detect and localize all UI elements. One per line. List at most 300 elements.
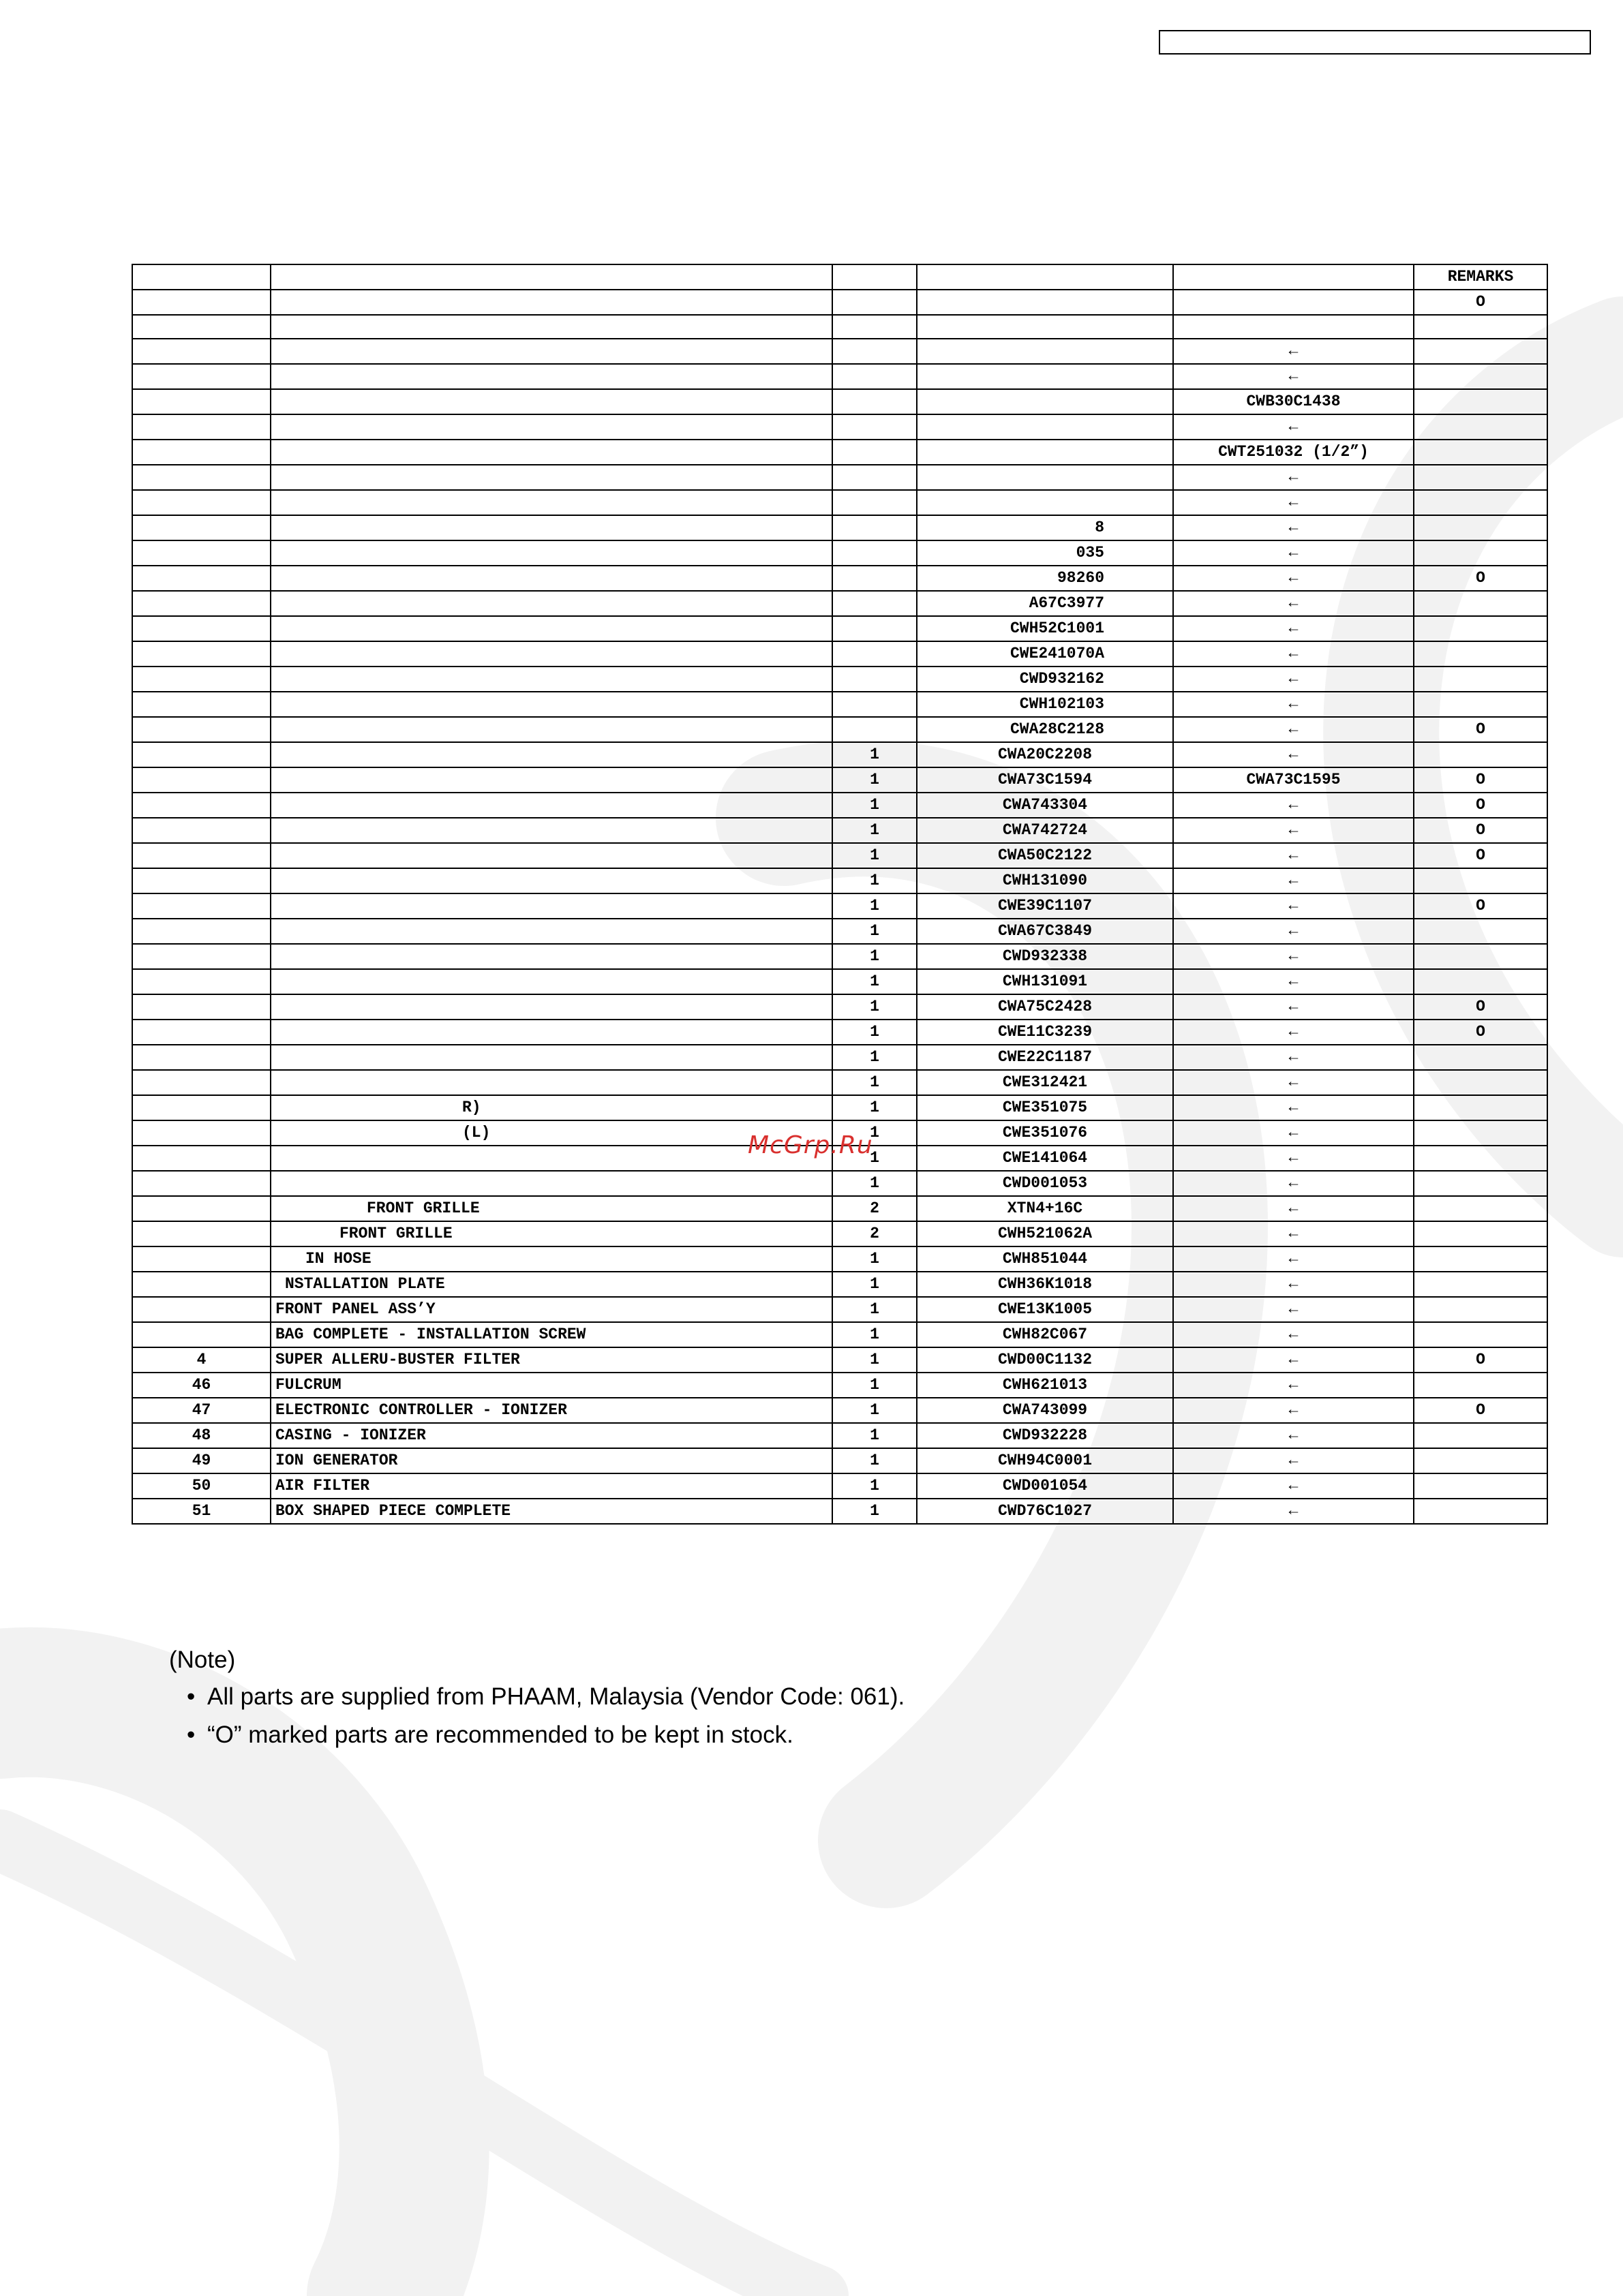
- qty-cell: 1: [832, 1448, 917, 1473]
- header-ref-no: [132, 264, 271, 290]
- remarks-cell: [1414, 1423, 1547, 1448]
- ref-no-cell: 49: [132, 1448, 271, 1473]
- ref-no-cell: [132, 1272, 271, 1297]
- note-item: [187, 1683, 905, 1711]
- qty-cell: 1: [832, 1499, 917, 1524]
- alt-part-no-cell: ←: [1173, 616, 1414, 641]
- table-row: [132, 1070, 1547, 1095]
- part-no-cell: CWH851044: [917, 1246, 1173, 1272]
- part-no-cell: 8: [917, 515, 1173, 540]
- remarks-cell: [1414, 1246, 1547, 1272]
- remarks-cell: [1414, 1322, 1547, 1347]
- alt-part-no-cell: [1173, 315, 1414, 339]
- part-name-cell: [271, 566, 832, 591]
- remarks-cell: O: [1414, 793, 1547, 818]
- table-row: [132, 793, 1547, 818]
- alt-part-no-cell: ←: [1173, 1322, 1414, 1347]
- alt-part-no-cell: ←: [1173, 1095, 1414, 1120]
- table-row: [132, 1020, 1547, 1045]
- part-name-cell: [271, 1070, 832, 1095]
- alt-part-no-cell: ←: [1173, 641, 1414, 667]
- qty-cell: [832, 440, 917, 465]
- part-name-cell: [271, 315, 832, 339]
- ref-no-cell: [132, 944, 271, 969]
- remarks-cell: O: [1414, 767, 1547, 793]
- ref-no-cell: 46: [132, 1373, 271, 1398]
- remarks-cell: [1414, 919, 1547, 944]
- qty-cell: 1: [832, 1423, 917, 1448]
- model-number-box: [1159, 30, 1591, 55]
- table-row: [132, 1095, 1547, 1120]
- ref-no-cell: [132, 1171, 271, 1196]
- part-no-cell: CWD76C1027: [917, 1499, 1173, 1524]
- remarks-cell: [1414, 440, 1547, 465]
- qty-cell: 1: [832, 1398, 917, 1423]
- part-name-cell: AIR FILTER: [271, 1473, 832, 1499]
- alt-part-no-cell: ←: [1173, 414, 1414, 440]
- ref-no-cell: [132, 641, 271, 667]
- table-row: [132, 540, 1547, 566]
- header-part-no: [917, 264, 1173, 290]
- alt-part-no-cell: ←: [1173, 1045, 1414, 1070]
- remarks-cell: O: [1414, 717, 1547, 742]
- ref-no-cell: 48: [132, 1423, 271, 1448]
- alt-part-no-cell: ←: [1173, 540, 1414, 566]
- alt-part-no-cell: ←: [1173, 1171, 1414, 1196]
- alt-part-no-cell: ←: [1173, 1373, 1414, 1398]
- alt-part-no-cell: ←: [1173, 566, 1414, 591]
- table-row: [132, 1473, 1547, 1499]
- remarks-cell: O: [1414, 290, 1547, 315]
- part-name-cell: [271, 818, 832, 843]
- qty-cell: 2: [832, 1221, 917, 1246]
- part-no-cell: CWH131091: [917, 969, 1173, 994]
- qty-cell: [832, 667, 917, 692]
- alt-part-no-cell: ←: [1173, 944, 1414, 969]
- ref-no-cell: [132, 1095, 271, 1120]
- ref-no-cell: [132, 490, 271, 515]
- header-qty: [832, 264, 917, 290]
- part-name-cell: [271, 919, 832, 944]
- remarks-cell: [1414, 1221, 1547, 1246]
- part-no-cell: CWA50C2122: [917, 843, 1173, 868]
- remarks-cell: O: [1414, 566, 1547, 591]
- qty-cell: 1: [832, 818, 917, 843]
- alt-part-no-cell: ←: [1173, 1146, 1414, 1171]
- ref-no-cell: [132, 540, 271, 566]
- remarks-cell: [1414, 1448, 1547, 1473]
- alt-part-no-cell: ←: [1173, 465, 1414, 490]
- qty-cell: [832, 692, 917, 717]
- part-no-cell: [917, 364, 1173, 389]
- alt-part-no-cell: ←: [1173, 364, 1414, 389]
- qty-cell: [832, 414, 917, 440]
- ref-no-cell: [132, 1246, 271, 1272]
- part-name-cell: [271, 1171, 832, 1196]
- remarks-cell: [1414, 315, 1547, 339]
- part-name-cell: [271, 717, 832, 742]
- qty-cell: [832, 290, 917, 315]
- alt-part-no-cell: ←: [1173, 893, 1414, 919]
- part-no-cell: CWE141064: [917, 1146, 1173, 1171]
- qty-cell: 1: [832, 1373, 917, 1398]
- part-name-cell: [271, 969, 832, 994]
- table-row: [132, 893, 1547, 919]
- part-no-cell: CWH82C067: [917, 1322, 1173, 1347]
- ref-no-cell: [132, 1196, 271, 1221]
- alt-part-no-cell: ←: [1173, 1499, 1414, 1524]
- site-watermark-text: McGrp.Ru: [748, 1131, 873, 1159]
- remarks-cell: [1414, 339, 1547, 364]
- ref-no-cell: [132, 1221, 271, 1246]
- ref-no-cell: [132, 616, 271, 641]
- ref-no-cell: [132, 591, 271, 616]
- part-no-cell: CWE13K1005: [917, 1297, 1173, 1322]
- part-no-cell: [917, 290, 1173, 315]
- remarks-cell: O: [1414, 893, 1547, 919]
- table-header-row: [132, 264, 1547, 290]
- ref-no-cell: [132, 1070, 271, 1095]
- remarks-cell: [1414, 364, 1547, 389]
- part-name-cell: BOX SHAPED PIECE COMPLETE: [271, 1499, 832, 1524]
- table-row: [132, 315, 1547, 339]
- alt-part-no-cell: ←: [1173, 339, 1414, 364]
- part-no-cell: [917, 414, 1173, 440]
- remarks-cell: [1414, 1499, 1547, 1524]
- part-no-cell: [917, 440, 1173, 465]
- part-no-cell: CWD001054: [917, 1473, 1173, 1499]
- part-no-cell: [917, 465, 1173, 490]
- part-name-cell: ELECTRONIC CONTROLLER - IONIZER: [271, 1398, 832, 1423]
- remarks-cell: [1414, 1473, 1547, 1499]
- ref-no-cell: 47: [132, 1398, 271, 1423]
- qty-cell: 1: [832, 793, 917, 818]
- ref-no-cell: [132, 315, 271, 339]
- part-name-cell: [271, 290, 832, 315]
- qty-cell: 1: [832, 843, 917, 868]
- qty-cell: [832, 591, 917, 616]
- table-row: [132, 717, 1547, 742]
- part-name-cell: [271, 742, 832, 767]
- parts-list-table: [132, 264, 1548, 1525]
- alt-part-no-cell: ←: [1173, 515, 1414, 540]
- remarks-cell: [1414, 1272, 1547, 1297]
- qty-cell: [832, 616, 917, 641]
- part-no-cell: CWD932338: [917, 944, 1173, 969]
- alt-part-no-cell: ←: [1173, 793, 1414, 818]
- qty-cell: [832, 515, 917, 540]
- part-name-cell: FRONT GRILLE: [271, 1196, 832, 1221]
- alt-part-no-cell: ←: [1173, 1120, 1414, 1146]
- remarks-cell: [1414, 1146, 1547, 1171]
- remarks-cell: [1414, 1120, 1547, 1146]
- table-row: [132, 1448, 1547, 1473]
- part-name-cell: [271, 465, 832, 490]
- ref-no-cell: 4: [132, 1347, 271, 1373]
- remarks-cell: O: [1414, 994, 1547, 1020]
- ref-no-cell: [132, 414, 271, 440]
- alt-part-no-cell: ←: [1173, 1448, 1414, 1473]
- bullet: •: [187, 1721, 196, 1748]
- table-row: [132, 566, 1547, 591]
- qty-cell: 1: [832, 868, 917, 893]
- part-name-cell: [271, 515, 832, 540]
- remarks-cell: [1414, 1373, 1547, 1398]
- table-row: [132, 1398, 1547, 1423]
- part-no-cell: CWH52C1001: [917, 616, 1173, 641]
- alt-part-no-cell: ←: [1173, 818, 1414, 843]
- qty-cell: 1: [832, 1095, 917, 1120]
- ref-no-cell: [132, 717, 271, 742]
- alt-part-no-cell: ←: [1173, 591, 1414, 616]
- table-row: [132, 490, 1547, 515]
- remarks-cell: [1414, 490, 1547, 515]
- qty-cell: 1: [832, 1322, 917, 1347]
- part-no-cell: CWA20C2208: [917, 742, 1173, 767]
- table-row: [132, 767, 1547, 793]
- remarks-cell: [1414, 540, 1547, 566]
- part-name-cell: R): [271, 1095, 832, 1120]
- ref-no-cell: [132, 1120, 271, 1146]
- ref-no-cell: [132, 1020, 271, 1045]
- alt-part-no-cell: ←: [1173, 1246, 1414, 1272]
- part-name-cell: [271, 893, 832, 919]
- table-row: [132, 944, 1547, 969]
- table-row: [132, 1297, 1547, 1322]
- ref-no-cell: [132, 969, 271, 994]
- qty-cell: [832, 315, 917, 339]
- qty-cell: 1: [832, 1347, 917, 1373]
- part-name-cell: FRONT GRILLE: [271, 1221, 832, 1246]
- table-row: [132, 364, 1547, 389]
- qty-cell: 1: [832, 1146, 917, 1171]
- header-remarks: REMARKS: [1414, 264, 1547, 290]
- qty-cell: 1: [832, 1473, 917, 1499]
- table-row: [132, 818, 1547, 843]
- part-no-cell: CWE22C1187: [917, 1045, 1173, 1070]
- header-alt-part-no: [1173, 264, 1414, 290]
- part-name-cell: (L): [271, 1120, 832, 1146]
- table-row: [132, 742, 1547, 767]
- qty-cell: 1: [832, 1070, 917, 1095]
- part-name-cell: [271, 994, 832, 1020]
- qty-cell: [832, 465, 917, 490]
- table-row: [132, 515, 1547, 540]
- table-row: [132, 1423, 1547, 1448]
- part-no-cell: CWD00C1132: [917, 1347, 1173, 1373]
- table-row: [132, 919, 1547, 944]
- qty-cell: 1: [832, 944, 917, 969]
- part-name-cell: [271, 616, 832, 641]
- alt-part-no-cell: ←: [1173, 692, 1414, 717]
- part-no-cell: 98260: [917, 566, 1173, 591]
- alt-part-no-cell: CWB30C1438: [1173, 389, 1414, 414]
- part-name-cell: FRONT PANEL ASS’Y: [271, 1297, 832, 1322]
- part-no-cell: CWH131090: [917, 868, 1173, 893]
- ref-no-cell: [132, 339, 271, 364]
- ref-no-cell: [132, 893, 271, 919]
- table-row: [132, 1246, 1547, 1272]
- table-row: [132, 641, 1547, 667]
- part-name-cell: [271, 667, 832, 692]
- qty-cell: [832, 717, 917, 742]
- alt-part-no-cell: ←: [1173, 1020, 1414, 1045]
- remarks-cell: [1414, 742, 1547, 767]
- ref-no-cell: [132, 389, 271, 414]
- qty-cell: 1: [832, 1246, 917, 1272]
- table-row: [132, 692, 1547, 717]
- remarks-cell: O: [1414, 1347, 1547, 1373]
- ref-no-cell: 50: [132, 1473, 271, 1499]
- note-text: All parts are supplied from PHAAM, Malaysia (Vendor Code: 061).: [207, 1683, 905, 1710]
- part-name-cell: ION GENERATOR: [271, 1448, 832, 1473]
- part-name-cell: [271, 591, 832, 616]
- qty-cell: [832, 339, 917, 364]
- qty-cell: 1: [832, 1272, 917, 1297]
- ref-no-cell: [132, 1297, 271, 1322]
- part-no-cell: CWA67C3849: [917, 919, 1173, 944]
- remarks-cell: [1414, 1171, 1547, 1196]
- remarks-cell: [1414, 1070, 1547, 1095]
- part-no-cell: [917, 490, 1173, 515]
- part-name-cell: SUPER ALLERU-BUSTER FILTER: [271, 1347, 832, 1373]
- ref-no-cell: 51: [132, 1499, 271, 1524]
- remarks-cell: O: [1414, 1398, 1547, 1423]
- alt-part-no-cell: ←: [1173, 919, 1414, 944]
- qty-cell: 1: [832, 742, 917, 767]
- alt-part-no-cell: ←: [1173, 1297, 1414, 1322]
- ref-no-cell: [132, 1045, 271, 1070]
- part-name-cell: [271, 1020, 832, 1045]
- part-name-cell: [271, 389, 832, 414]
- qty-cell: [832, 540, 917, 566]
- part-no-cell: CWA743304: [917, 793, 1173, 818]
- qty-cell: 1: [832, 969, 917, 994]
- table-row: [132, 1171, 1547, 1196]
- qty-cell: 1: [832, 1120, 917, 1146]
- ref-no-cell: [132, 793, 271, 818]
- remarks-cell: O: [1414, 818, 1547, 843]
- alt-part-no-cell: ←: [1173, 1473, 1414, 1499]
- part-no-cell: CWA28C2128: [917, 717, 1173, 742]
- table-row: [132, 868, 1547, 893]
- remarks-cell: [1414, 641, 1547, 667]
- part-name-cell: [271, 692, 832, 717]
- part-no-cell: CWH621013: [917, 1373, 1173, 1398]
- alt-part-no-cell: ←: [1173, 742, 1414, 767]
- part-no-cell: CWE351076: [917, 1120, 1173, 1146]
- part-name-cell: [271, 793, 832, 818]
- part-no-cell: [917, 389, 1173, 414]
- ref-no-cell: [132, 767, 271, 793]
- part-no-cell: CWE351075: [917, 1095, 1173, 1120]
- table-row: [132, 1347, 1547, 1373]
- note-text: “O” marked parts are recommended to be kept in stock.: [207, 1721, 793, 1748]
- qty-cell: 1: [832, 1020, 917, 1045]
- table-row: [132, 290, 1547, 315]
- remarks-cell: [1414, 389, 1547, 414]
- part-name-cell: [271, 490, 832, 515]
- part-name-cell: [271, 1045, 832, 1070]
- remarks-cell: [1414, 1196, 1547, 1221]
- alt-part-no-cell: CWT251032 (1/2”): [1173, 440, 1414, 465]
- part-name-cell: BAG COMPLETE - INSTALLATION SCREW: [271, 1322, 832, 1347]
- ref-no-cell: [132, 868, 271, 893]
- qty-cell: 1: [832, 1045, 917, 1070]
- remarks-cell: [1414, 868, 1547, 893]
- part-name-cell: [271, 339, 832, 364]
- part-no-cell: CWA743099: [917, 1398, 1173, 1423]
- qty-cell: [832, 490, 917, 515]
- part-no-cell: CWE312421: [917, 1070, 1173, 1095]
- notes-section: [169, 1647, 905, 1760]
- remarks-cell: [1414, 1095, 1547, 1120]
- table-row: [132, 1499, 1547, 1524]
- ref-no-cell: [132, 994, 271, 1020]
- remarks-cell: [1414, 1045, 1547, 1070]
- remarks-cell: [1414, 616, 1547, 641]
- part-no-cell: CWD932162: [917, 667, 1173, 692]
- part-no-cell: [917, 315, 1173, 339]
- part-no-cell: CWA75C2428: [917, 994, 1173, 1020]
- table-row: [132, 389, 1547, 414]
- part-no-cell: A67C3977: [917, 591, 1173, 616]
- ref-no-cell: [132, 1146, 271, 1171]
- qty-cell: 1: [832, 767, 917, 793]
- qty-cell: 1: [832, 1297, 917, 1322]
- ref-no-cell: [132, 843, 271, 868]
- table-row: [132, 465, 1547, 490]
- part-no-cell: 035: [917, 540, 1173, 566]
- table-row: [132, 414, 1547, 440]
- part-name-cell: [271, 414, 832, 440]
- alt-part-no-cell: ←: [1173, 490, 1414, 515]
- ref-no-cell: [132, 440, 271, 465]
- header-part-name: [271, 264, 832, 290]
- remarks-cell: [1414, 944, 1547, 969]
- remarks-cell: [1414, 667, 1547, 692]
- part-name-cell: [271, 540, 832, 566]
- part-no-cell: CWD001053: [917, 1171, 1173, 1196]
- qty-cell: [832, 364, 917, 389]
- ref-no-cell: [132, 290, 271, 315]
- part-name-cell: [271, 641, 832, 667]
- table-row: [132, 1045, 1547, 1070]
- part-no-cell: CWE241070A: [917, 641, 1173, 667]
- part-name-cell: IN HOSE: [271, 1246, 832, 1272]
- alt-part-no-cell: [1173, 290, 1414, 315]
- table-row: [132, 339, 1547, 364]
- ref-no-cell: [132, 566, 271, 591]
- part-name-cell: [271, 868, 832, 893]
- alt-part-no-cell: ←: [1173, 1398, 1414, 1423]
- remarks-cell: [1414, 591, 1547, 616]
- alt-part-no-cell: ←: [1173, 1272, 1414, 1297]
- part-no-cell: CWH521062A: [917, 1221, 1173, 1246]
- ref-no-cell: [132, 515, 271, 540]
- part-no-cell: CWA73C1594: [917, 767, 1173, 793]
- part-no-cell: CWE39C1107: [917, 893, 1173, 919]
- table-row: [132, 1196, 1547, 1221]
- ref-no-cell: [132, 919, 271, 944]
- table-row: [132, 440, 1547, 465]
- qty-cell: 1: [832, 893, 917, 919]
- part-name-cell: CASING - IONIZER: [271, 1423, 832, 1448]
- ref-no-cell: [132, 667, 271, 692]
- ref-no-cell: [132, 1322, 271, 1347]
- alt-part-no-cell: ←: [1173, 994, 1414, 1020]
- part-name-cell: [271, 440, 832, 465]
